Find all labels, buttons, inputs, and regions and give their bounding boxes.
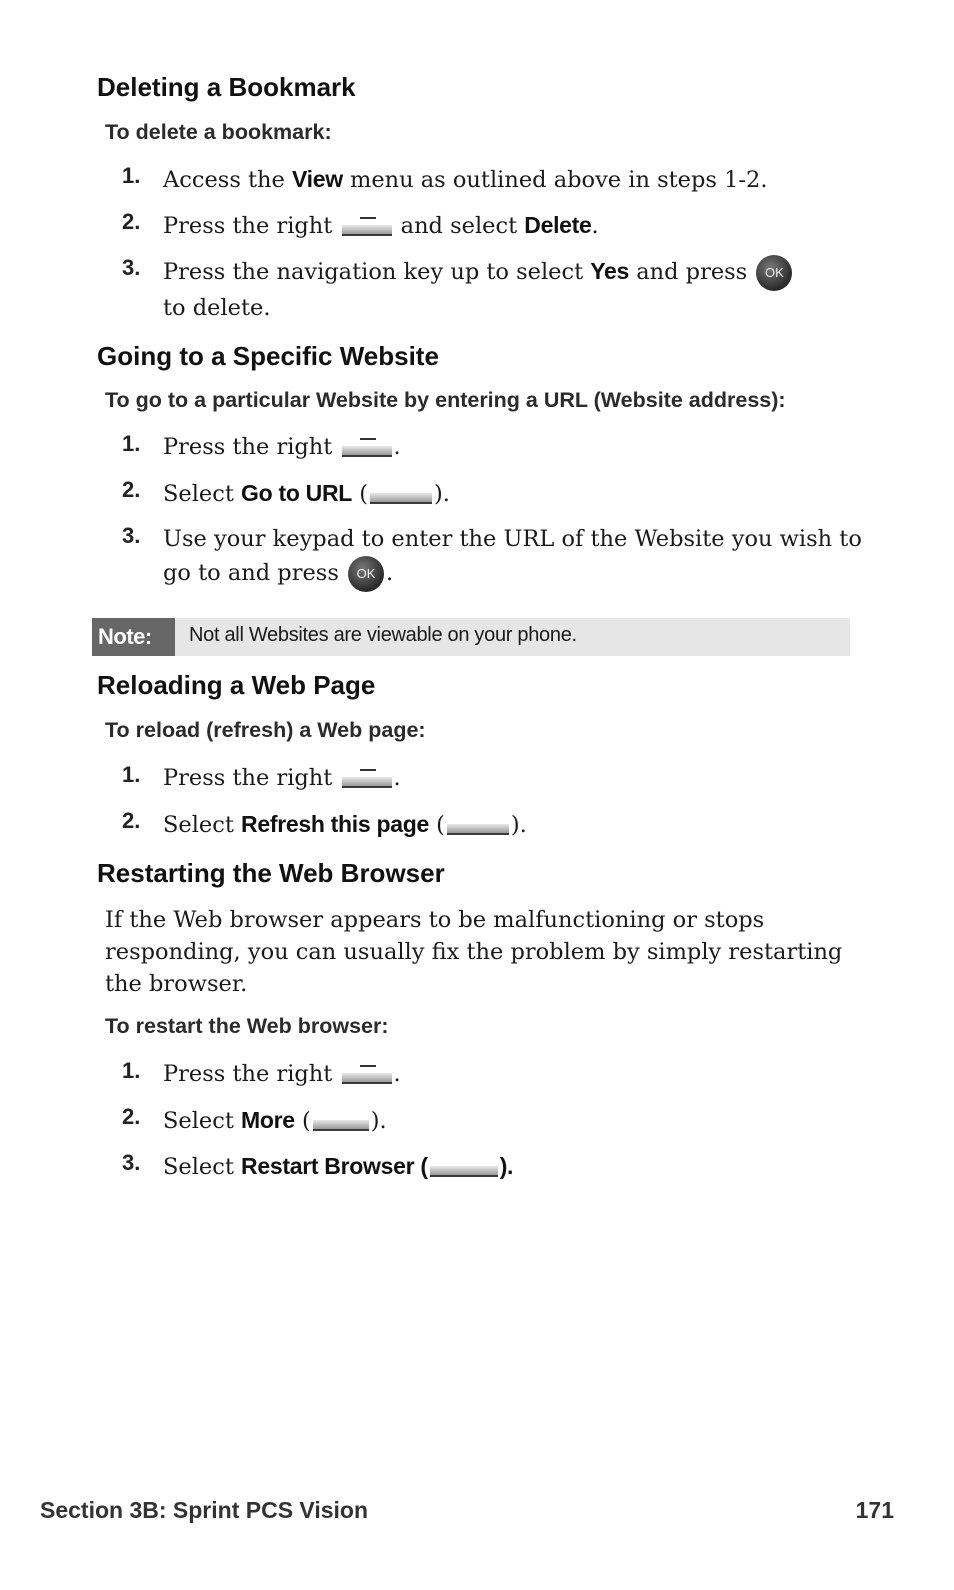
subheading-delete-bookmark: To delete a bookmark: (105, 120, 332, 144)
subheading-restart-browser: To restart the Web browser: (105, 1014, 389, 1038)
heading-restarting-browser: Restarting the Web Browser (97, 858, 445, 888)
subheading-go-to-website: To go to a particular Website by entering a URL (Website address): (105, 388, 786, 412)
ok-key-icon: OK (756, 255, 792, 291)
step-number: 2. (122, 1104, 141, 1129)
step-number: 1. (122, 163, 141, 188)
step-number: 3. (122, 523, 141, 548)
step-number: 1. (122, 1058, 141, 1083)
note-label: Note: (92, 618, 175, 656)
restart-paragraph: If the Web browser appears to be malfunctioning or stops responding, you can usually fix the problem by simply restarting the browser. (105, 907, 843, 997)
step-text: Select Restart Browser ( ). (163, 1153, 514, 1180)
heading-going-to-website: Going to a Specific Website (97, 341, 439, 371)
step-text: Use your keypad to enter the URL of the Website you wish to go to and press OK . (163, 522, 863, 592)
step-text: Press the right . (163, 1061, 401, 1087)
key-7-icon (370, 484, 432, 506)
right-softkey-icon (342, 768, 392, 790)
right-softkey-icon (342, 1064, 392, 1086)
step-text: Select Refresh this page ( ). (163, 811, 527, 838)
right-softkey-icon (342, 437, 392, 459)
step-text: Press the right . (163, 434, 401, 460)
heading-reloading-web-page: Reloading a Web Page (97, 670, 376, 700)
step-text: Press the right . (163, 765, 401, 791)
step-text: Select Go to URL ( ). (163, 480, 450, 507)
ok-key-icon: OK (348, 556, 384, 592)
step-number: 3. (122, 1150, 141, 1175)
note-box (92, 618, 850, 656)
step-text: Select More ( ). (163, 1107, 387, 1134)
step-text: Press the navigation key up to select Yes and press OK to delete. (163, 254, 863, 325)
step-number: 2. (122, 808, 141, 833)
key-9-icon (447, 815, 509, 837)
footer-section-title: Section 3B: Sprint PCS Vision (40, 1497, 369, 1523)
key-2-icon (430, 1157, 498, 1179)
heading-deleting-bookmark: Deleting a Bookmark (97, 72, 356, 102)
step-text: Access the View menu as outlined above in steps 1-2. (163, 166, 768, 193)
step-text: Press the right and select Delete. (163, 212, 599, 239)
key-0-icon (313, 1111, 369, 1133)
right-softkey-icon (342, 216, 392, 238)
note-text: Not all Websites are viewable on your phone. (189, 624, 577, 646)
step-number: 3. (122, 255, 141, 280)
step-number: 1. (122, 762, 141, 787)
step-number: 2. (122, 209, 141, 234)
step-number: 2. (122, 477, 141, 502)
subheading-reload-page: To reload (refresh) a Web page: (105, 718, 426, 742)
step-number: 1. (122, 431, 141, 456)
page-number: 171 (855, 1497, 894, 1523)
